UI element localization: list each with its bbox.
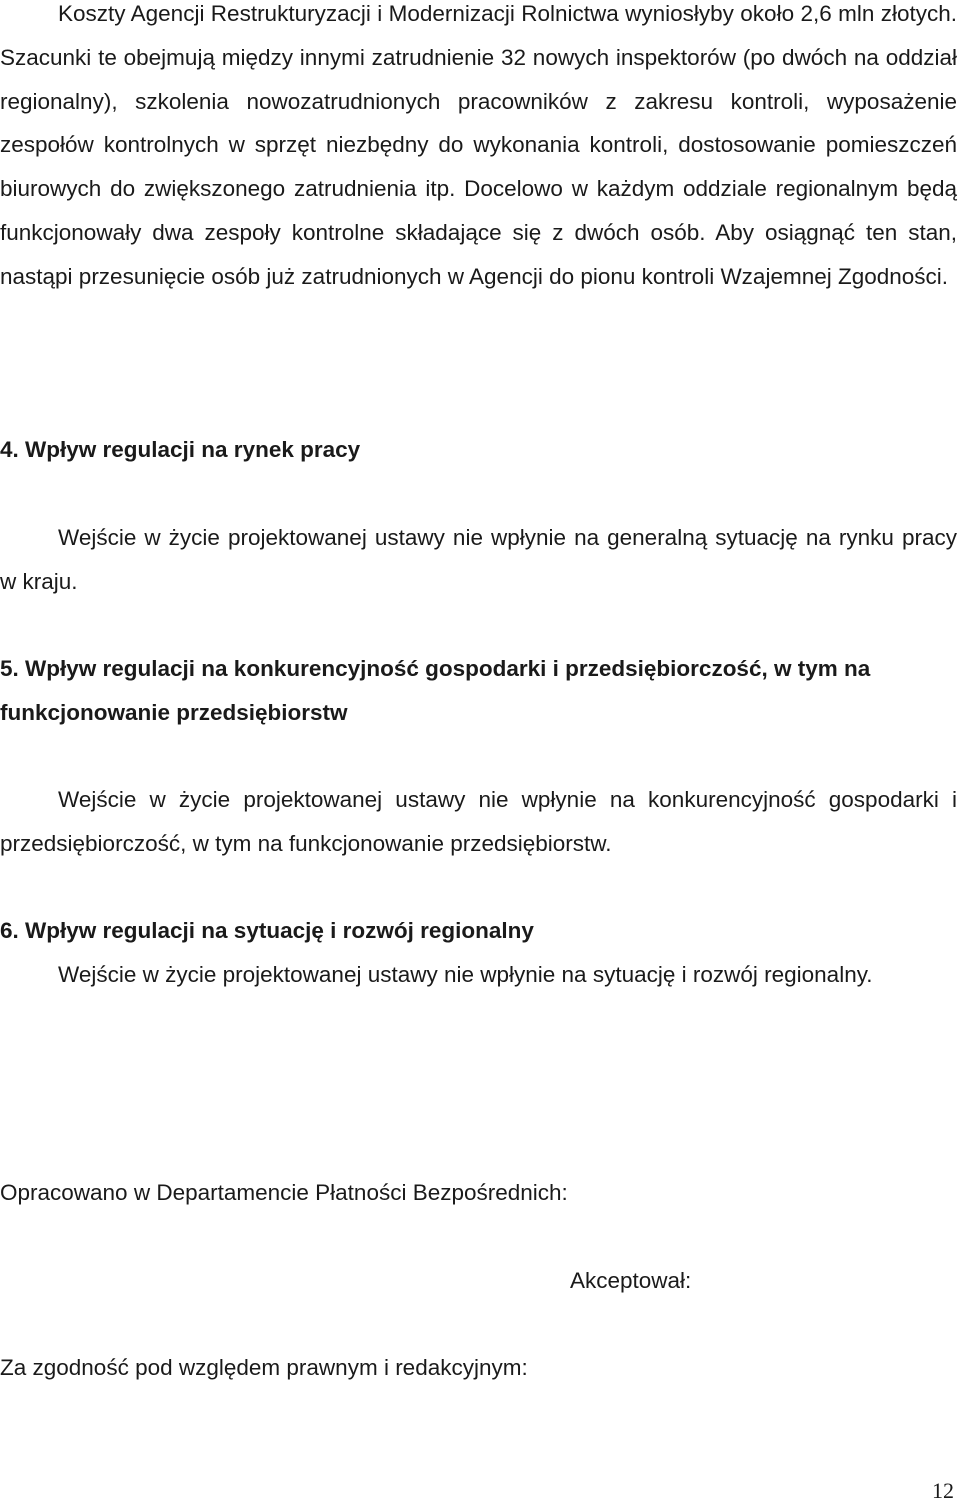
section-5-heading: 5. Wpływ regulacji na konkurencyjność gospodarki i przedsiębiorczość, w tym na funkcjonowanie przedsiębiorstw [0, 656, 871, 725]
prepared-by-label: Opracowano w Departamencie Płatności Bezpośrednich: [0, 1180, 568, 1205]
section-4-heading: 4. Wpływ regulacji na rynek pracy [0, 437, 361, 462]
legal-check-label: Za zgodność pod względem prawnym i redakcyjnym: [0, 1355, 528, 1380]
intro-paragraph: Koszty Agencji Restrukturyzacji i Modernizacji Rolnictwa wyniosłyby około 2,6 mln złotych. Szacunki te obejmują między innymi zatrudnienie 32 nowych inspektorów (po dwóch na oddział regionalny), szkolenia nowozatrudnionych pracowników z zakresu kontroli, wyposażenie zespołów kontrolnych w sprzęt niezbędny do wykonania kontroli, dostosowanie pomieszczeń biurowych do zwiększonego zatrudnienia itp. Docelowo w każdym oddziale regionalnym będą funkcjonowały dwa zespoły kontrolne składające się z dwóch osób. Aby osiągnąć ten stan, nastąpi przesunięcie osób już zatrudnionych w Agencji do pionu kontroli Wzajemnej Zgodności. [0, 1, 957, 289]
section-4-body: Wejście w życie projektowanej ustawy nie wpłynie na generalną sytuację na rynku pracy w kraju. [0, 525, 957, 594]
section-5-body: Wejście w życie projektowanej ustawy nie wpłynie na konkurencyjność gospodarki i przedsiębiorczość, w tym na funkcjonowanie przedsiębiorstw. [0, 787, 957, 856]
section-6-heading: 6. Wpływ regulacji na sytuację i rozwój regionalny [0, 918, 534, 943]
page-number: 12 [932, 1478, 954, 1503]
section-6-body: Wejście w życie projektowanej ustawy nie wpłynie na sytuację i rozwój regionalny. [58, 962, 873, 987]
accepted-by-label: Akceptował: [570, 1268, 692, 1293]
